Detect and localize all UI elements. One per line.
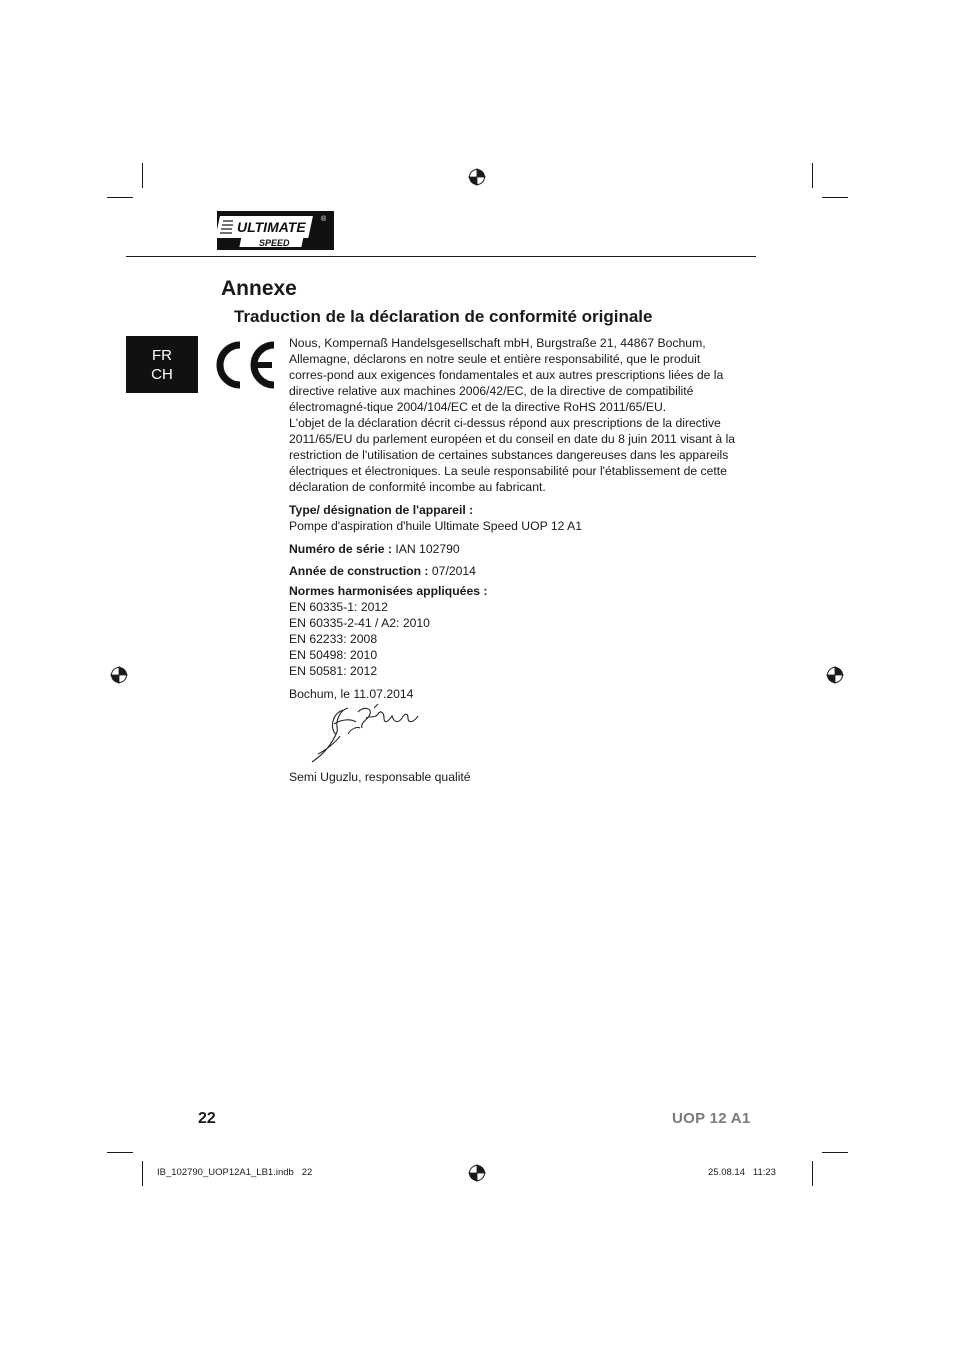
signer-name: Semi Uguzlu, responsable qualité	[289, 770, 471, 784]
declaration-body	[289, 335, 739, 702]
header-rule	[126, 256, 756, 257]
serial-number-line	[289, 541, 739, 557]
registered-mark-icon: ®	[321, 216, 327, 223]
construction-year-label: Année de construction :	[289, 564, 429, 578]
model-footer: UOP 12 A1	[672, 1110, 751, 1127]
norm-item: EN 60335-2-41 / A2: 2010	[289, 616, 430, 630]
crop-mark	[142, 1161, 143, 1186]
crop-mark	[812, 1161, 813, 1186]
print-slug-file: IB_102790_UOP12A1_LB1.indb 22	[157, 1167, 313, 1178]
serial-number-label: Numéro de série :	[289, 542, 392, 556]
language-tab	[126, 336, 198, 393]
ce-mark-icon	[210, 339, 278, 391]
crop-mark	[812, 163, 813, 188]
norm-item: EN 60335-1: 2012	[289, 600, 388, 614]
norm-item: EN 62233: 2008	[289, 632, 378, 646]
crop-mark	[822, 197, 848, 198]
registration-mark-icon	[468, 168, 486, 186]
declaration-paragraph-1: Nous, Kompernaß Handelsgesellschaft mbH, Burgstraße 21, 44867 Bochum, Allemagne, déclarons en notre seule et entière responsabilité, que le produit corres-pond aux exigences fondamentales et aux autres prescriptions liées de la directive relative aux machines 2006/42/EC, de la directive de compatibilité électromagné-tique 2004/104/EC et de la directive RoHS 2011/65/EU.	[289, 336, 724, 414]
ultimate-speed-logo	[217, 211, 334, 250]
print-slug-date: 25.08.14 11:23	[708, 1167, 776, 1178]
construction-year-value: 07/2014	[431, 564, 476, 578]
registration-mark-icon	[468, 1164, 486, 1182]
construction-year-line	[289, 563, 739, 579]
language-code-fr: FR	[152, 346, 172, 364]
norms-label: Normes harmonisées appliquées :	[289, 584, 488, 598]
device-type-value: Pompe d'aspiration d'huile Ultimate Speed UOP 12 A1	[289, 519, 583, 533]
crop-mark	[822, 1152, 848, 1153]
serial-number-value: IAN 102790	[395, 542, 460, 556]
logo-text-ultimate: ULTIMATE	[237, 219, 306, 235]
norm-item: EN 50581: 2012	[289, 664, 378, 678]
registration-mark-icon	[826, 666, 844, 684]
logo-text-speed: SPEED	[259, 238, 290, 248]
section-title: Annexe	[221, 277, 297, 300]
section-subtitle: Traduction de la déclaration de conformité originale	[234, 307, 653, 326]
page-number: 22	[198, 1110, 216, 1127]
device-type-label: Type/ désignation de l'appareil :	[289, 503, 474, 517]
declaration-paragraph-2: L'objet de la déclaration décrit ci-dessus répond aux prescriptions de la directive 2011/65/EU du parlement européen et du conseil en date du 8 juin 2011 visant à la restriction de l'utilisation de certaines substances dangereuses dans les appareils électriques et électroniques. La seule responsabilité pour l'établissement de cette déclaration de conformité incombe au fabricant.	[289, 416, 736, 494]
norm-item: EN 50498: 2010	[289, 648, 378, 662]
registration-mark-icon	[110, 666, 128, 684]
language-code-ch: CH	[151, 365, 173, 383]
place-date: Bochum, le 11.07.2014	[289, 687, 414, 701]
crop-mark	[107, 197, 133, 198]
crop-mark	[107, 1152, 133, 1153]
handwritten-signature	[304, 702, 424, 766]
crop-mark	[142, 163, 143, 188]
